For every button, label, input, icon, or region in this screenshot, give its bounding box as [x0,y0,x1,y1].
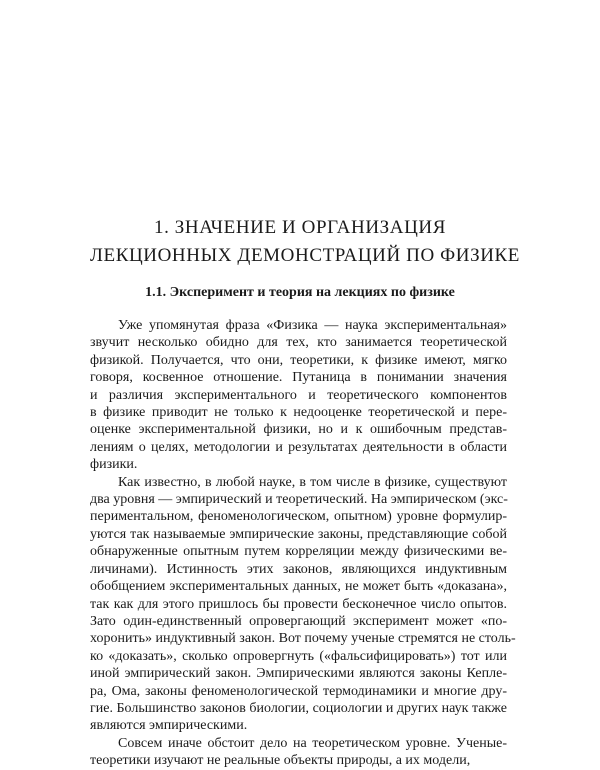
text-line: два уровня — эмпирический и теоретический. На эмпирическом (экс- [90,492,508,508]
paragraph [90,317,507,474]
text-line: физикой. Получается, что они, теоретики, к физике имеют, мягко [90,352,507,368]
text-line: оценке экспериментальной физики, но и к ошибочным представ- [90,422,507,438]
text-line: обобщением экспериментальных данных, не может быть «доказана», [90,579,507,595]
text-line: физики. [90,457,138,473]
paragraph [90,735,507,770]
text-line: лениям о целях, методологии и результатах деятельности в области [90,439,507,455]
text-line: Уже упомянутая фраза «Физика — наука экспериментальная» [118,318,507,333]
text-line: иной эмпирический закон. Эмпирическими являются законы Кепле- [90,666,507,682]
text-line: ко «доказать», сколько опровергнуть («фальсифицировать») тот или [90,648,507,664]
chapter-heading-line-2: ЛЕКЦИОННЫХ ДЕМОНСТРАЦИЙ ПО ФИЗИКЕ [90,245,521,266]
text-line: Зато один-единственный опровергающий эксперимент может «по- [90,613,507,629]
text-line: периментальном, феноменологическом, опытном) уровне формулир- [90,509,507,525]
body-text [90,317,516,770]
paragraph [90,474,516,735]
text-line: гие. Большинство законов биологии, социологии и других наук также [90,700,507,716]
text-line: Совсем иначе обстоит дело на теоретическом уровне. Ученые- [118,735,507,751]
text-line: в физике приводит не только к недооценке теоретической и пере- [90,405,507,421]
text-line: так как для этого пришлось бы провести бесконечное число опытов. [90,596,507,612]
text-line: звучит несколько обидно для тех, кто занимается теоретической [90,335,507,351]
text-line: являются эмпирическими. [90,718,248,734]
text-line: говоря, косвенное отношение. Путаница в понимании значения [90,370,507,386]
text-line: и различия экспериментального и теоретического компонентов [90,387,507,403]
section-heading: 1.1. Эксперимент и теория на лекциях по физике [145,285,455,300]
text-line: ра, Ома, законы феноменологической термодинамики и многие дру- [90,683,507,699]
text-line: теоретики изучают не реальные объекты природы, а их модели, [90,753,471,769]
text-line: уются так называемые эмпирические законы, представляющие собой [90,526,507,542]
text-line: обнаруженные опытным путем корреляции между физическими ве- [90,544,507,560]
text-line: личинами). Истинность этих законов, являющихся индуктивным [90,561,507,577]
chapter-heading [90,214,521,270]
chapter-heading-line-1: 1. ЗНАЧЕНИЕ И ОРГАНИЗАЦИЯ [153,217,447,238]
text-line: хоронить» индуктивный закон. Вот почему ученые стремятся не столь- [90,631,516,647]
text-line: Как известно, в любой науке, в том числе в физике, существуют [118,474,507,490]
